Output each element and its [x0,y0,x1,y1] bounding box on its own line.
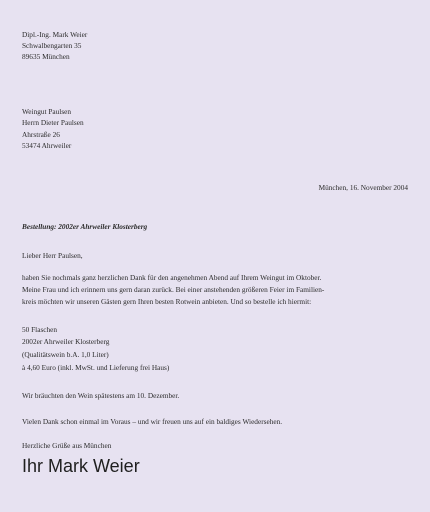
recipient-person: Herrn Dieter Paulsen [22,118,84,127]
letter-subject: Bestellung: 2002er Ahrweiler Klosterberg [22,222,148,231]
body-line: haben Sie nochmals ganz herzlichen Dank für den angenehmen Abend auf Ihrem Weingut im Oktober. [22,273,322,282]
letter-date: München, 16. November 2004 [318,183,408,192]
salutation: Lieber Herr Paulsen, [22,251,83,260]
closing-line: Herzliche Grüße aus München [22,441,112,450]
signature: Ihr Mark Weier [22,456,140,476]
order-line: 2002er Ahrweiler Klosterberg [22,337,110,346]
sender-city: 89635 München [22,52,70,61]
order-line: 50 Flaschen [22,325,58,334]
order-line: à 4,60 Euro (inkl. MwSt. und Lieferung frei Haus) [22,363,170,372]
body-line: kreis möchten wir unseren Gästen gern Ihren besten Rotwein anbieten. Und so bestelle ich hiermit: [22,297,312,306]
sender-street: Schwalbengarten 35 [22,41,82,50]
order-line: (Qualitätswein b.A. 1,0 Liter) [22,350,109,359]
body-line: Meine Frau und ich erinnern uns gern daran zurück. Bei einer anstehenden größeren Feier im Familien- [22,285,325,294]
recipient-street: Ahrstraße 26 [22,130,60,139]
recipient-company: Weingut Paulsen [22,107,72,116]
recipient-city: 53474 Ahrweiler [22,141,72,150]
body-paragraph-2: Wir bräuchten den Wein spätestens am 10. Dezember. [22,391,180,400]
sender-name: Dipl.-Ing. Mark Weier [22,30,88,39]
body-paragraph-3: Vielen Dank schon einmal im Voraus – und wir freuen uns auf ein baldiges Wiedersehen. [22,417,283,426]
